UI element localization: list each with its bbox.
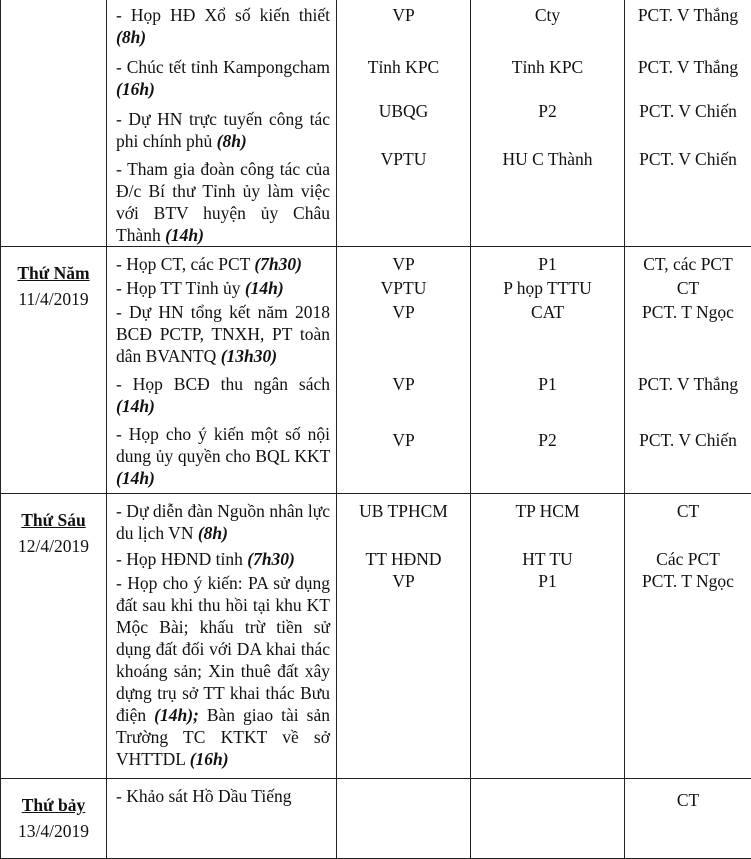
resp-value: PCT. V Thắng <box>625 0 751 26</box>
place-value: P họp TTTU <box>471 275 624 299</box>
day-cell <box>1 247 107 494</box>
host-value: VPTU <box>337 122 470 170</box>
place-value: Cty <box>471 0 624 26</box>
weekday-label: Thứ Năm <box>1 260 106 286</box>
host-value: VP <box>337 395 470 451</box>
weekday-label: Thứ Sáu <box>1 507 106 533</box>
resp-value: CT <box>625 275 751 299</box>
task-item: - Chúc tết tỉnh Kampongcham (16h) <box>107 48 336 100</box>
host-value: VP <box>337 570 470 592</box>
host-value: VP <box>337 0 470 26</box>
weekday-label: Thứ bảy <box>1 792 106 818</box>
host-cell <box>337 0 471 247</box>
host-value: TT HĐND <box>337 522 470 570</box>
table-row <box>1 0 751 247</box>
resp-value: CT, các PCT <box>625 247 751 275</box>
host-value: UBQG <box>337 78 470 122</box>
day-cell <box>1 0 107 247</box>
host-value: VP <box>337 323 470 395</box>
host-cell <box>337 779 471 859</box>
resp-value: PCT. T Ngọc <box>625 299 751 323</box>
task-cell <box>107 494 337 779</box>
resp-value: CT <box>625 779 751 811</box>
host-value: VP <box>337 299 470 323</box>
task-cell <box>107 0 337 247</box>
host-value: UB TPHCM <box>337 494 470 522</box>
day-cell <box>1 494 107 779</box>
place-value: HU C Thành <box>471 122 624 170</box>
task-item: - Họp CT, các PCT (7h30) <box>107 247 336 275</box>
task-item: - Dự HN trực tuyến công tác phi chính phủ (8h) <box>107 100 336 152</box>
task-item: - Khảo sát Hồ Dầu Tiếng <box>107 779 336 807</box>
task-cell <box>107 779 337 859</box>
resp-value: PCT. V Chiến <box>625 122 751 170</box>
resp-value: PCT. V Chiến <box>625 78 751 122</box>
table-row <box>1 779 751 859</box>
host-value: Tỉnh KPC <box>337 26 470 78</box>
place-value: Tỉnh KPC <box>471 26 624 78</box>
task-item: - Họp cho ý kiến một số nội dung ủy quyền cho BQL KKT (14h) <box>107 417 336 489</box>
date-label: 13/4/2019 <box>1 818 106 844</box>
place-value: CAT <box>471 299 624 323</box>
task-item: - Họp BCĐ thu ngân sách (14h) <box>107 367 336 417</box>
resp-cell <box>625 247 751 494</box>
place-value: P1 <box>471 323 624 395</box>
resp-value: Các PCT <box>625 522 751 570</box>
task-item: - Họp cho ý kiến: PA sử dụng đất sau khi thu hồi tại khu KT Mộc Bài; khấu trừ tiền sử dụng đất đối với DA khai thác khoáng sản; Xin thuê đất xây dựng trụ sở TT khai thác Bưu điện (14h); Bàn giao tài sản Trường TC KTKT về sở VHTTDL (16h) <box>107 570 336 770</box>
host-cell <box>337 247 471 494</box>
task-item: - Dự diễn đàn Nguồn nhân lực du lịch VN (8h) <box>107 494 336 544</box>
host-value: VPTU <box>337 275 470 299</box>
host-cell <box>337 494 471 779</box>
day-cell <box>1 779 107 859</box>
place-value: HT TU <box>471 522 624 570</box>
task-item: - Họp TT Tỉnh ủy (14h) <box>107 275 336 299</box>
resp-value: PCT. V Chiến <box>625 395 751 451</box>
place-cell <box>471 0 625 247</box>
place-cell <box>471 779 625 859</box>
place-value: P1 <box>471 570 624 592</box>
place-cell <box>471 247 625 494</box>
task-item: - Tham gia đoàn công tác của Đ/c Bí thư Tỉnh ủy làm việc với BTV huyện ủy Châu Thành (14h) <box>107 152 336 246</box>
resp-value: CT <box>625 494 751 522</box>
host-value: VP <box>337 247 470 275</box>
place-value: P2 <box>471 78 624 122</box>
task-cell <box>107 247 337 494</box>
resp-value: PCT. V Thắng <box>625 323 751 395</box>
resp-value: PCT. V Thắng <box>625 26 751 78</box>
resp-cell <box>625 0 751 247</box>
task-item: - Họp HĐ Xổ số kiến thiết (8h) <box>107 0 336 48</box>
date-label: 11/4/2019 <box>1 286 106 312</box>
task-item: - Dự HN tổng kết năm 2018 BCĐ PCTP, TNXH, PT toàn dân BVANTQ (13h30) <box>107 299 336 367</box>
date-label: 12/4/2019 <box>1 533 106 559</box>
table-row <box>1 494 751 779</box>
place-value: P2 <box>471 395 624 451</box>
resp-cell <box>625 779 751 859</box>
resp-cell <box>625 494 751 779</box>
place-value: P1 <box>471 247 624 275</box>
place-cell <box>471 494 625 779</box>
table-row <box>1 247 751 494</box>
place-value: TP HCM <box>471 494 624 522</box>
task-item: - Họp HĐND tỉnh (7h30) <box>107 544 336 570</box>
resp-value: PCT. T Ngọc <box>625 570 751 592</box>
